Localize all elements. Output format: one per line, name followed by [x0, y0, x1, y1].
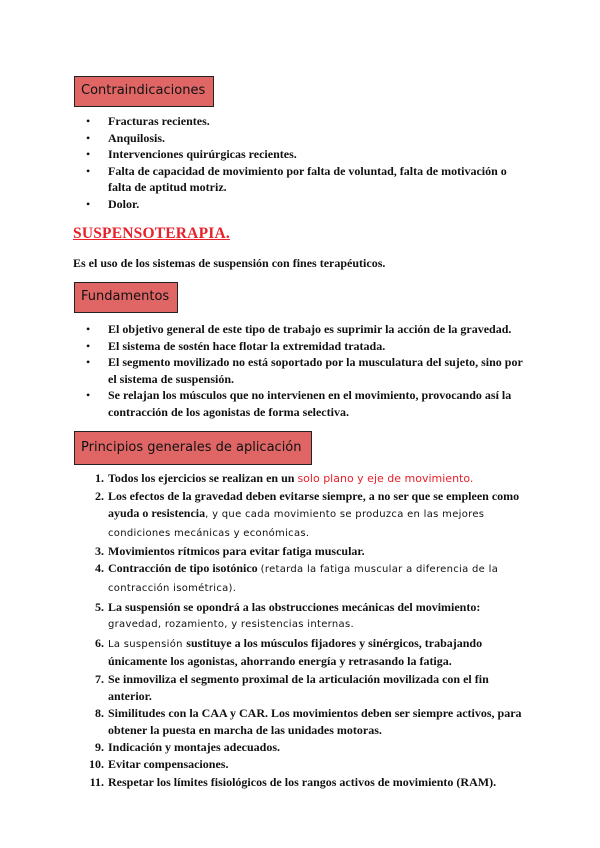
- item-number: 3.: [95, 544, 104, 559]
- list-item: 2. Los efectos de la gravedad deben evitarse siempre, a no ser que se empleen como ayuda o resistencia, y que cada movimiento se produzca en las mejores condiciones mecánicas y económicas.: [86, 488, 526, 542]
- list-item: • Dolor.: [86, 196, 526, 213]
- item-number: 11.: [89, 774, 104, 789]
- list-item: • Anquilosis.: [86, 130, 526, 147]
- list-item: 5. La suspensión se opondrá a las obstrucciones mecánicas del movimiento: gravedad, rozamiento, y resistencias internas.: [86, 599, 526, 635]
- item-number: 5.: [95, 599, 104, 614]
- item-number: 1.: [95, 471, 104, 485]
- highlight-text: solo plano y eje de movimiento.: [297, 472, 474, 485]
- list-item: • El sistema de sostén hace flotar la extremidad tratada.: [86, 338, 526, 355]
- list-item: • Se relajan los músculos que no intervienen en el movimiento, provocando así la contracción de los agonistas de forma selectiva.: [86, 387, 526, 420]
- item-number: 7.: [95, 671, 104, 686]
- list-item: 7. Se inmoviliza el segmento proximal de la articulación movilizada con el fin anterior.: [86, 671, 526, 705]
- principios-list: [86, 470, 526, 791]
- list-item: • Falta de capacidad de movimiento por falta de voluntad, falta de motivación o falta de aptitud motriz.: [86, 163, 526, 196]
- item-number: 9.: [95, 739, 104, 754]
- list-item: 4. Contracción de tipo isotónico (retarda la fatiga muscular a diferencia de la contracción isométrica).: [86, 560, 526, 598]
- item-number: 6.: [95, 635, 104, 650]
- list-item: 11. Respetar los límites fisiológicos de los rangos activos de movimiento (RAM).: [86, 774, 526, 791]
- list-item: • Fracturas recientes.: [86, 113, 526, 130]
- item-number: 2.: [95, 489, 104, 504]
- list-item: 10. Evitar compensaciones.: [86, 756, 526, 773]
- fundamentos-list: [86, 321, 526, 420]
- item-number: 8.: [95, 705, 104, 720]
- list-item: • El segmento movilizado no está soportado por la musculatura del sujeto, sino por el sistema de suspensión.: [86, 354, 526, 387]
- item-number: 10.: [89, 757, 104, 772]
- list-item: 8. Similitudes con la CAA y CAR. Los movimientos deben ser siempre activos, para obtener la puesta en marcha de las unidades motoras.: [86, 705, 526, 739]
- contraindicaciones-heading: Contraindicaciones: [74, 76, 214, 107]
- list-item: • Intervenciones quirúrgicas recientes.: [86, 146, 526, 163]
- item-number: 4.: [95, 561, 104, 576]
- intro-text: Es el uso de los sistemas de suspensión con fines terapéuticos.: [73, 256, 386, 270]
- contraindicaciones-list: [86, 113, 526, 212]
- fundamentos-heading: Fundamentos: [74, 282, 178, 313]
- list-item: • El objetivo general de este tipo de trabajo es suprimir la acción de la gravedad.: [86, 321, 526, 338]
- principios-heading: Principios generales de aplicación: [74, 431, 312, 465]
- section-title: SUSPENSOTERAPIA.: [73, 225, 230, 242]
- list-item: 6. La suspensión sustituye a los músculos fijadores y sinérgicos, trabajando únicamente los agonistas, ahorrando energía y retrasando la fatiga.: [86, 635, 526, 671]
- list-item: 3. Movimientos rítmicos para evitar fatiga muscular.: [86, 543, 526, 560]
- list-item: 9. Indicación y montajes adecuados.: [86, 739, 526, 756]
- list-item: 1. Todos los ejercicios se realizan en un solo plano y eje de movimiento.: [86, 470, 526, 488]
